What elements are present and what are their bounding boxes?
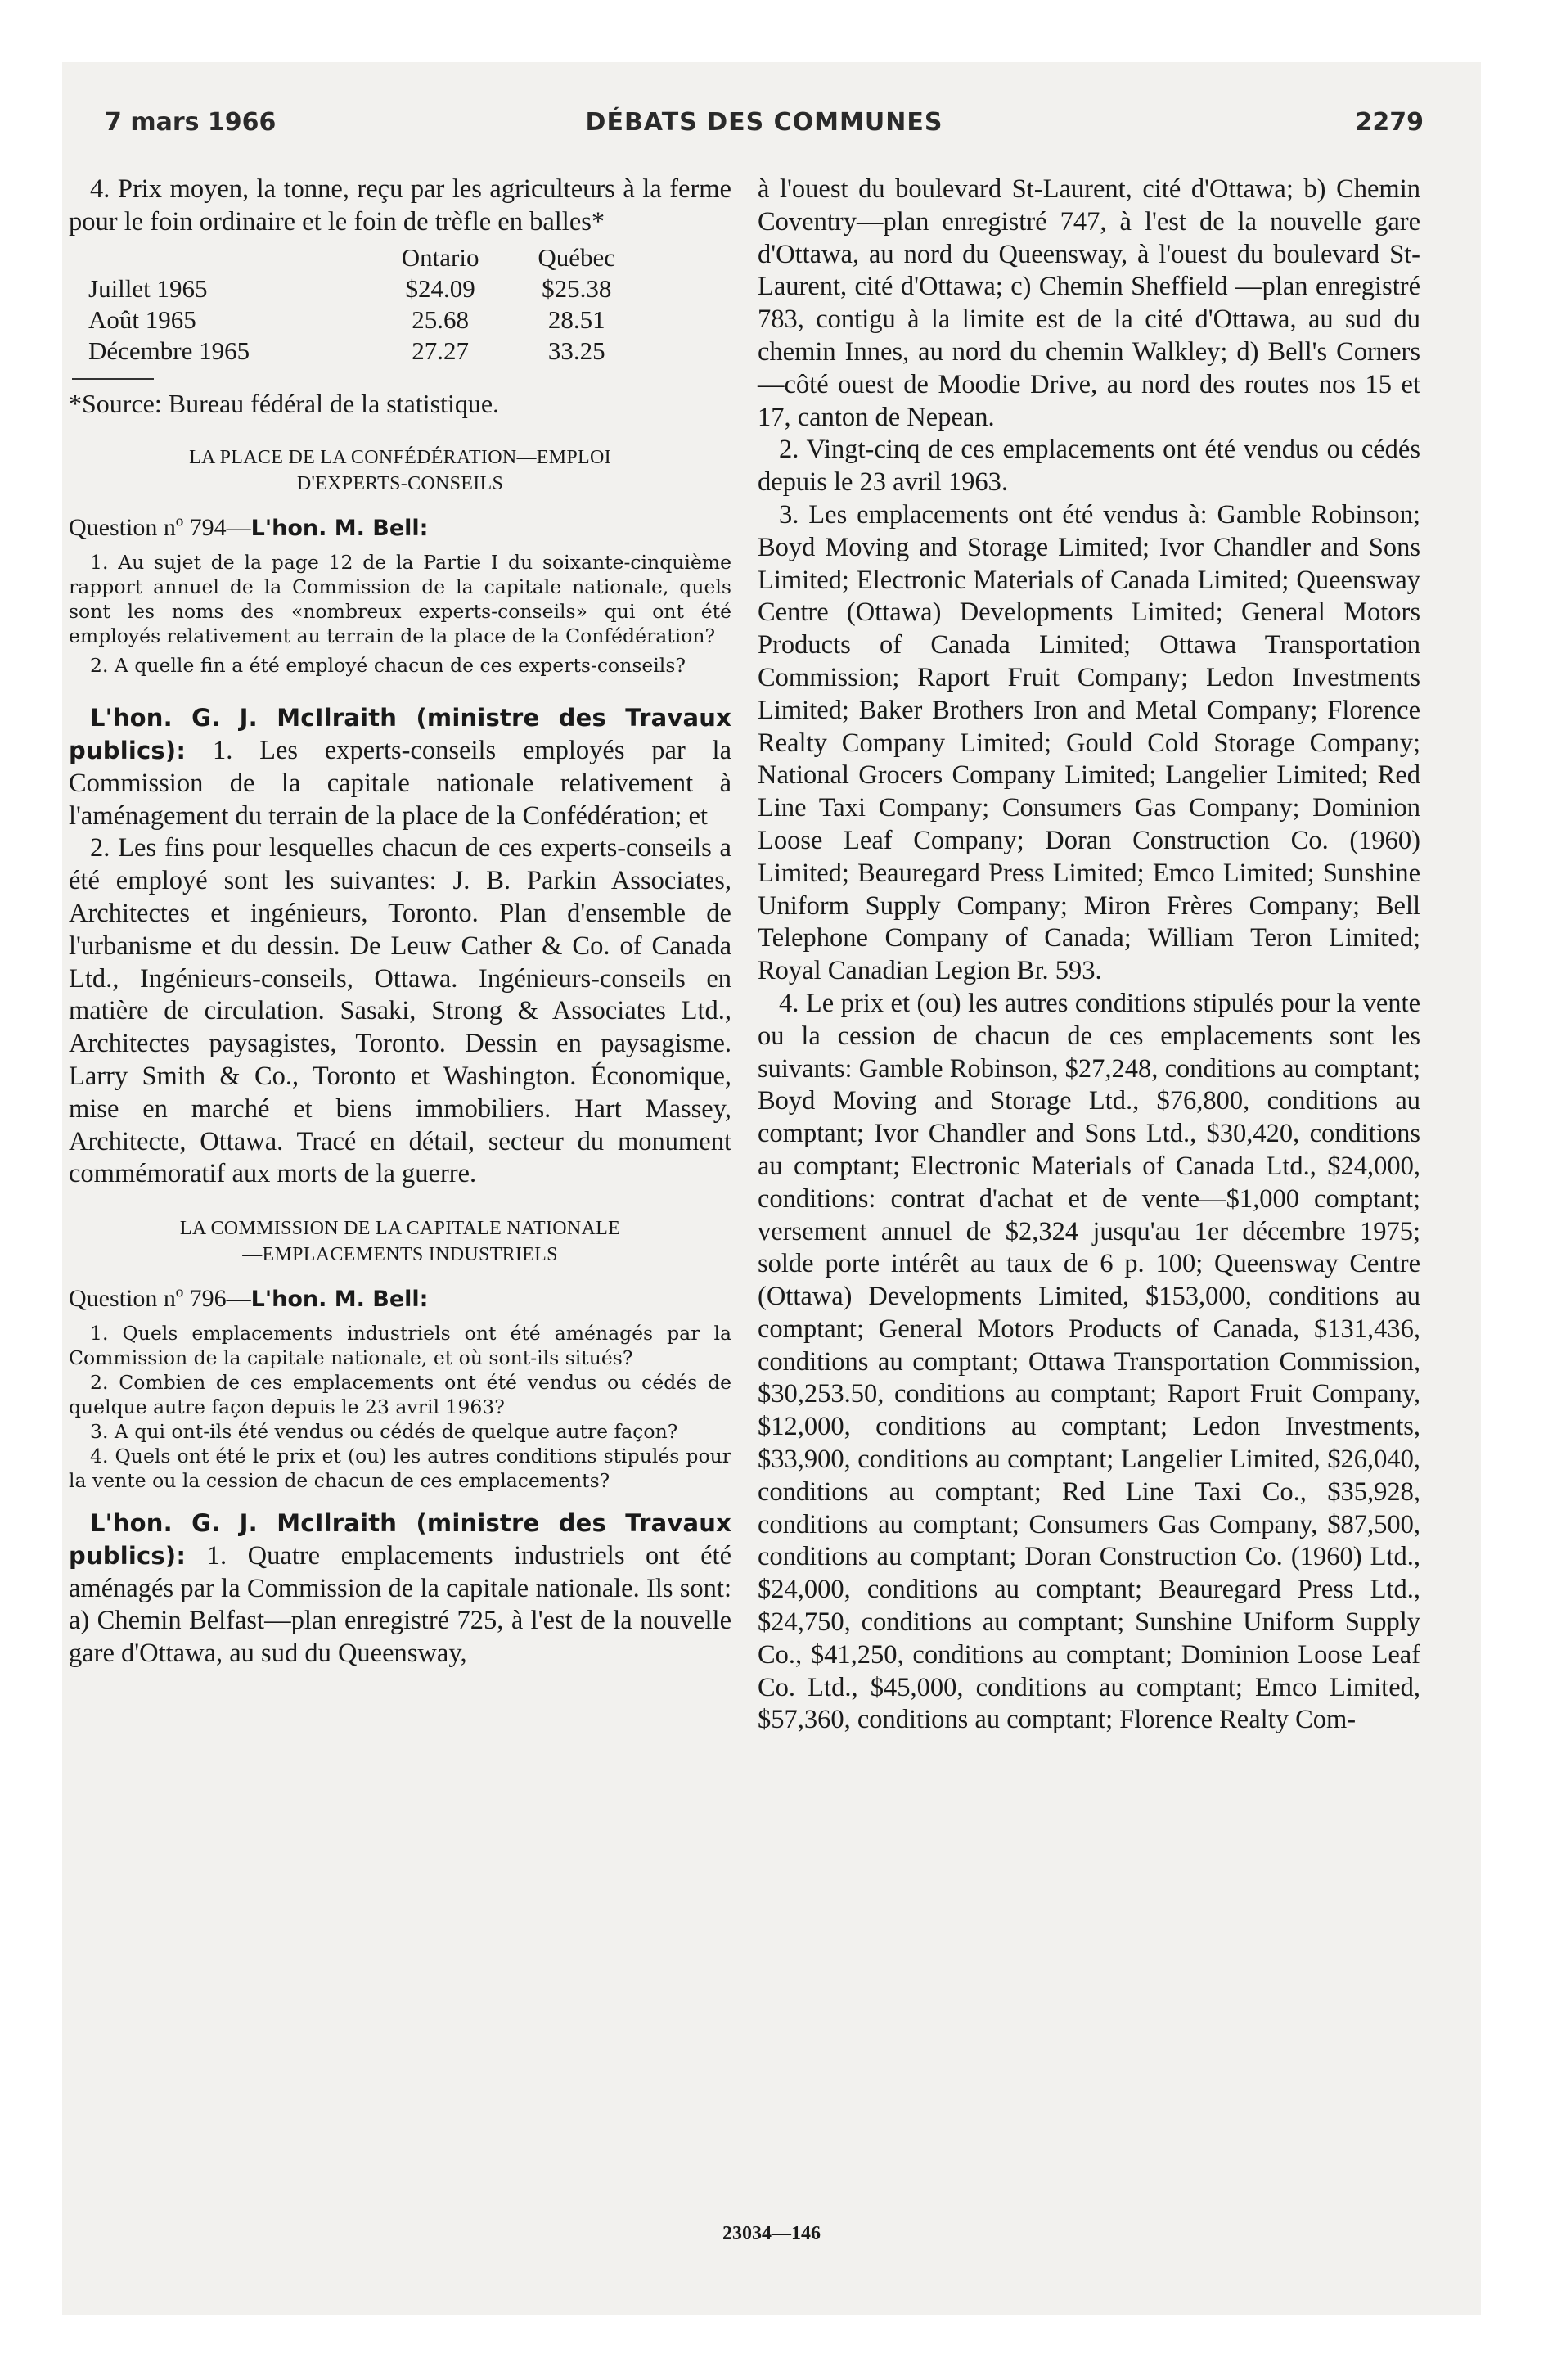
question-number: Question nº 794— [69, 514, 251, 542]
table-cell: $25.38 [542, 273, 612, 303]
answer-796-item-3: 3. Les emplacements ont été vendus à: Gamble Robinson; Boyd Moving and Storage Limited; Ivor Chandler and Sons Limited; Electronic Materials of Canada Limited; Queensway Centre (Ottawa) Developments Limited; General Motors Products of Canada Limited; Ottawa Transportation Commission; Raport Fruit Company; Ledon Investments Limited; Baker Brothers Iron and Metal Company; Florence Realty Company Limited; Gould Cold Storage Company; National Grocers Company Limited; Langelier Limited; Red Line Taxi Company; Consumers Gas Company; Dominion Loose Leaf Company; Doran Construction Co. (1960) Limited; Beauregard Press Limited; Emco Limited; Sunshine Uniform Supply Company; Miron Frères Company; Bell Telephone Company of Canada; William Teron Limited; Royal Canadian Legion Br. 593. [758, 499, 1420, 986]
footnote-rule [72, 378, 154, 380]
section-heading-line: LA PLACE DE LA CONFÉDÉRATION—EMPLOI [189, 447, 611, 469]
questioner-name: L'hon. M. Bell: [250, 1287, 429, 1313]
table-cell: 25.68 [412, 304, 469, 334]
section-heading-line: D'EXPERTS-CONSEILS [296, 473, 504, 495]
table-cell: Août 1965 [88, 304, 196, 334]
table-row [88, 304, 645, 336]
question-796-item-2: 2. Combien de ces emplacements ont été vendus ou cédés de quelque autre façon depuis le 23 avril 1963? [69, 1370, 731, 1418]
questioner-name: L'hon. M. Bell: [250, 516, 429, 542]
answer-796-continuation: à l'ouest du boulevard St-Laurent, cité d'Ottawa; b) Chemin Coventry—plan enregistré 747, à l'est de la nouvelle gare d'Ottawa, au nord du Queensway, à l'ouest du boulevard St-Laurent, cité d'Ottawa; c) Chemin Sheffield —plan enregistré 783, contigu à la limite est de la cité d'Ottawa, au sud du chemin Innes, au nord du chemin Walkley; d) Bell's Corners —côté ouest de Moodie Drive, au nord des routes nos 15 et 17, canton de Nepean. [758, 174, 1420, 432]
table-row [88, 336, 645, 367]
table-header-cell: Québec [538, 242, 616, 272]
answer-text: 1. Les experts-conseils employés par la Commission de la capitale nationale relativement à l'aménagement du terrain de la place de la Confédération; et [69, 735, 732, 831]
table-cell: 28.51 [547, 304, 605, 334]
header-page-number: 2279 [1355, 108, 1424, 137]
question-4-text: 4. Prix moyen, la tonne, reçu par les agriculteurs à la ferme pour le foin ordinaire et le foin de trèfle en balles* [69, 174, 731, 237]
answer-796-item-1 [69, 1508, 731, 1670]
question-796-item-1: 1. Quels emplacements industriels ont été aménagés par la Commission de la capitale nationale, et où sont-ils situés? [69, 1321, 731, 1369]
scanned-page [62, 62, 1481, 2315]
table-cell: 27.27 [412, 336, 469, 365]
section-heading-line: LA COMMISSION DE LA CAPITALE NATIONALE [179, 1218, 621, 1240]
question-794-item-1: 1. Au sujet de la page 12 de la Partie I du soixante-cinquième rapport annuel de la Commission de la capitale nationale, quels sont les noms des «nombreux experts-conseils» qui ont été employés relativement au terrain de la place de la Confédération? [69, 551, 731, 648]
table-header-cell [88, 242, 372, 273]
table-header-cell: Ontario [401, 242, 479, 272]
right-column [758, 174, 1420, 1737]
answer-text: 1. Quatre emplacements industriels ont été aménagés par la Commission de la capitale nationale. Ils sont: a) Chemin Belfast—plan enregistré 725, à l'est de la nouvelle gare d'Ottawa, au sud du Queensway, [69, 1540, 732, 1669]
table-cell: 33.25 [547, 336, 605, 365]
page-footer-code: 23034—146 [722, 2223, 821, 2244]
source-footnote: *Source: Bureau fédéral de la statistique. [69, 388, 500, 418]
answer-796-item-2: 2. Vingt-cinq de ces emplacements ont été vendus ou cédés depuis le 23 avril 1963. [758, 435, 1420, 498]
table-header-row [88, 242, 645, 273]
answer-796-item-4: 4. Le prix et (ou) les autres conditions stipulés pour la vente ou la cession de chacun de ces emplacements sont les suivants: Gamble Robinson, $27,248, conditions au comptant; Boyd Moving and Storage Ltd., $76,800, conditions au comptant; Ivor Chandler and Sons Ltd., $30,420, conditions au comptant; Electronic Materials of Canada Ltd., $24,000, conditions: contrat d'achat et de vente—$1,000 comptant; versement annuel de $2,324 jusqu'au 1er décembre 1975; solde porte intérêt au taux de 6 p. 100; Queensway Centre (Ottawa) Developments Limited, $153,000, conditions au comptant; General Motors Products of Canada, $131,436, conditions au comptant; Ottawa Transportation Commission, $30,253.50, conditions au comptant; Raport Fruit Company, $12,000, conditions au comptant; Ledon Investments, $33,900, conditions au comptant; Langelier Limited, $26,040, conditions au comptant; Red Line Taxi Co., $35,928, conditions au comptant; Consumers Gas Company, $87,500, conditions au comptant; Doran Construction Co. (1960) Ltd., $24,000, conditions au comptant; Beauregard Press Ltd., $24,750, conditions au comptant; Sunshine Uniform Supply Co., $41,250, conditions au comptant; Dominion Loose Leaf Co. Ltd., $45,000, conditions au comptant; Emco Limited, $57,360, conditions au comptant; Florence Realty Com- [758, 988, 1420, 1735]
question-796-item-3: 3. A qui ont-ils été vendus ou cédés de quelque autre façon? [90, 1419, 678, 1443]
question-number: Question nº 796— [69, 1285, 251, 1313]
left-column [69, 174, 731, 1670]
answer-794-item-2: 2. Les fins pour lesquelles chacun de ces experts-conseils a été employé sont les suivantes: J. B. Parkin Associates, Architectes et ingénieurs, Toronto. Plan d'ensemble de l'urbanisme et du dessin. De Leuw Cather & Co. of Canada Ltd., Ingénieurs-conseils, Ottawa. Ingénieurs-conseils en matière de circulation. Sasaki, Strong & Associates Ltd., Architectes paysagistes, Toronto. Dessin en paysagisme. Larry Smith & Co., Toronto et Washington. Économique, mise en marché et biens immobiliers. Hart Massey, Architecte, Ottawa. Tracé en détail, secteur du monument commémoratif aux morts de la guerre. [69, 833, 731, 1189]
header-date: 7 mars 1966 [105, 108, 277, 137]
section-heading-capitale [69, 1215, 731, 1268]
question-796-item-4: 4. Quels ont été le prix et (ou) les autres conditions stipulés pour la vente ou la cession de chacun de ces emplacements? [69, 1444, 731, 1492]
section-heading-line: —EMPLACEMENTS INDUSTRIELS [242, 1244, 558, 1266]
minister-name: L'hon. G. J. McIlraith (ministre des Travaux publics): [69, 704, 731, 764]
question-796-line [69, 1282, 731, 1316]
table-row [88, 273, 645, 304]
page-header [105, 103, 1424, 152]
table-cell: Décembre 1965 [88, 336, 250, 365]
answer-794-item-1 [69, 702, 731, 832]
table-cell: $24.09 [405, 273, 475, 303]
section-heading-confederation [69, 444, 731, 497]
header-title: DÉBATS DES COMMUNES [585, 108, 943, 137]
question-794-item-2: 2. A quelle fin a été employé chacun de ces experts-conseils? [90, 654, 686, 678]
hay-price-table [88, 242, 645, 367]
minister-name: L'hon. G. J. McIlraith (ministre des Travaux publics): [69, 1508, 731, 1570]
table-cell: Juillet 1965 [88, 273, 208, 303]
question-794-line [69, 512, 731, 545]
